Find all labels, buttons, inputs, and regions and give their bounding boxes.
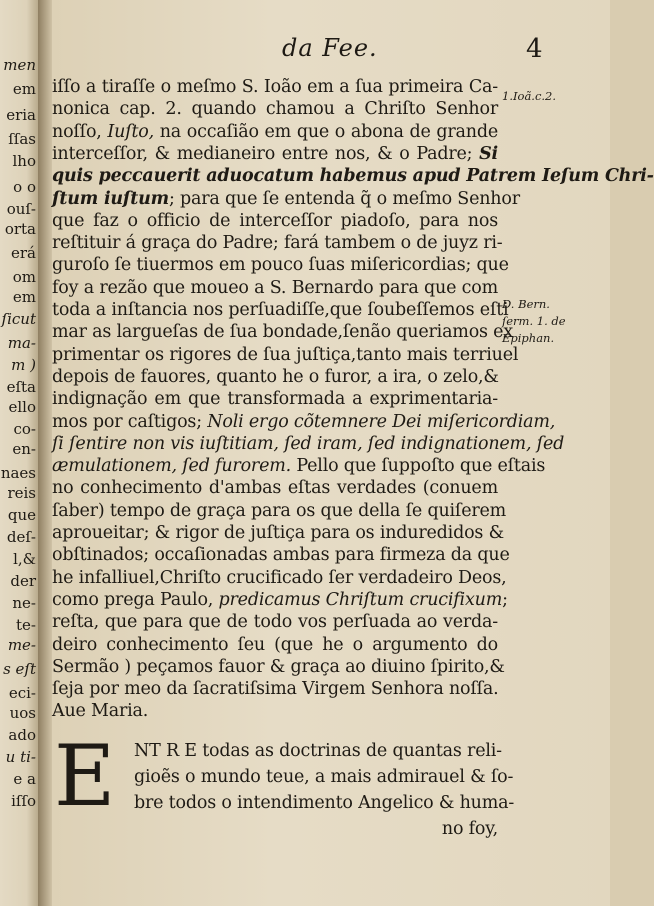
text-segment: depois de fauores, quanto he o furor, a ira, o zelo,& bbox=[52, 366, 499, 387]
text-segment: indignação em que transformada a exprimentaria- bbox=[52, 389, 498, 410]
text-segment: foy a rezão que moueo a S. Bernardo para que com bbox=[52, 277, 498, 298]
text-line bbox=[52, 698, 498, 724]
text-segment: mos por caſtigos; bbox=[52, 411, 208, 432]
latin-quotation: ſtum iuſtum bbox=[52, 188, 169, 209]
facing-page-fragment: om bbox=[12, 268, 36, 286]
latin-quotation: æmulationem, ſed furorem. bbox=[52, 456, 291, 477]
facing-page-fragment: iſſo bbox=[11, 792, 36, 810]
text-segment: mar as largueſas de ſua bondade,ſenão queriamos ex bbox=[52, 322, 514, 343]
facing-page-fragment: uos bbox=[9, 704, 36, 722]
facing-page-fragment: naes bbox=[0, 464, 36, 482]
margin-note-line: 1.Ioã.c.2. bbox=[502, 89, 557, 103]
book-page bbox=[52, 0, 654, 906]
facing-page-fragment: eria bbox=[6, 106, 36, 124]
facing-page-fragment: em bbox=[12, 288, 36, 306]
text-segment: toda a inſtancia nos perſuadiſſe,que ſoubeſſemos eſti bbox=[52, 300, 509, 320]
facing-page-fragment: erá bbox=[11, 244, 36, 262]
margin-note-line: D. Bern. bbox=[502, 297, 550, 311]
text-segment: reſtituir á graça do Padre; fará tambem o de juyz ri- bbox=[52, 233, 503, 254]
text-segment: ; bbox=[502, 589, 508, 610]
facing-page-fragment: orta bbox=[4, 220, 36, 238]
facing-page-fragment: ello bbox=[8, 398, 36, 416]
text-line: bre todos o intendimento Angelico & huma- bbox=[134, 793, 515, 813]
text-segment: obſtinados; occaſionadas ambas para firmeza da que bbox=[52, 545, 510, 566]
latin-quotation: Noli ergo cõtemnere Dei miſericordiam, bbox=[207, 411, 556, 432]
text-segment: Sermão ) peçamos fauor & graça ao diuino ſpirito,& bbox=[52, 656, 505, 677]
facing-page-fragment: co- bbox=[13, 420, 36, 438]
facing-page-fragment: em bbox=[12, 80, 36, 98]
facing-page-fragment: ouſ- bbox=[6, 200, 36, 218]
facing-page-fragment: m ) bbox=[11, 356, 36, 374]
text-segment: ; para que ſe entenda q̃ o meſmo Senhor bbox=[168, 188, 520, 209]
text-segment: iſſo a tiraſſe o meſmo S. Ioão em a ſua primeira Ca- bbox=[52, 77, 498, 97]
text-segment: ſaber) tempo de graça para os que della ſe quiſerem bbox=[52, 500, 507, 521]
facing-page-fragment: ſſas bbox=[8, 130, 36, 148]
facing-page-fragment: ma- bbox=[7, 334, 36, 352]
running-head: da Fee. bbox=[282, 34, 378, 62]
margin-note-line: Epiphan. bbox=[502, 331, 555, 345]
text-segment: Aue Maria. bbox=[52, 701, 149, 722]
text-segment: noſſo, bbox=[52, 121, 108, 142]
margin-note-bernardo bbox=[502, 296, 602, 347]
text-segment: he infalliuel,Chriſto crucificado ſer verdadeiro Deos, bbox=[52, 567, 507, 588]
latin-quotation: Iuſto, bbox=[107, 121, 154, 142]
facing-page-fragment: l,& bbox=[13, 550, 36, 568]
facing-page-fragment: s eſt bbox=[3, 660, 36, 678]
book-gutter bbox=[38, 0, 52, 906]
facing-page-fragment: eſta bbox=[6, 378, 36, 396]
facing-page-fragment: en- bbox=[12, 440, 36, 458]
text-segment: reſta, que para que de todo vos perſuada ao verda- bbox=[52, 612, 498, 633]
latin-quotation: Si bbox=[479, 143, 498, 164]
text-line: gioẽs o mundo teue, a mais admirauel & ſo- bbox=[134, 767, 514, 787]
facing-page-fragment: eci- bbox=[8, 684, 36, 702]
text-segment: nonica cap. 2. quando chamou a Chriſto Senhor bbox=[52, 99, 498, 120]
facing-page-fragment: men bbox=[3, 56, 36, 74]
facing-page-fragment: reis bbox=[7, 484, 36, 502]
margin-note-line: ſerm. 1. de bbox=[502, 314, 566, 328]
margin-note-ioan bbox=[502, 88, 602, 105]
latin-quotation: predicamus Chriſtum crucifixum bbox=[218, 589, 503, 610]
latin-quotation: ſi ſentire non vis iuſtitiam, ſed iram, ſed indignationem, ſed bbox=[52, 433, 565, 454]
facing-page-edge bbox=[0, 0, 40, 906]
text-segment: interceſſor, & medianeiro entre nos, & o Padre; bbox=[52, 143, 480, 164]
text-segment: Pello que ſuppoſto que eſtais bbox=[290, 456, 546, 477]
facing-page-fragment: u ti- bbox=[5, 748, 36, 766]
text-line: NT R E todas as doctrinas de quantas reli- bbox=[134, 741, 502, 761]
drop-cap: E bbox=[54, 727, 116, 825]
facing-page-fragment: que bbox=[7, 506, 36, 524]
text-segment: aproueitar; & rigor de juſtiça para os induredidos & bbox=[52, 523, 504, 543]
facing-page-fragment: ne- bbox=[12, 594, 36, 612]
facing-page-fragment: o o bbox=[13, 178, 36, 196]
facing-page-fragment: te- bbox=[16, 616, 36, 634]
facing-page-fragment: e a bbox=[13, 770, 36, 788]
text-segment: como prega Paulo, bbox=[52, 589, 219, 610]
text-segment: primentar os rigores de ſua juſtiça,tanto mais terriuel bbox=[52, 344, 519, 365]
page-number: 4 bbox=[526, 34, 543, 64]
text-segment: deiro conhecimento ſeu (que he o argumento do bbox=[52, 634, 498, 655]
text-line: no foy, bbox=[441, 819, 498, 839]
text-segment: no conhecimento d'ambas eſtas verdades (conuem bbox=[52, 478, 498, 499]
facing-page-fragment: lho bbox=[12, 152, 36, 170]
text-segment: que faz o officio de interceſſor piadoſo, para nos bbox=[52, 210, 498, 231]
text-segment: na occaſião em que o abona de grande bbox=[154, 121, 498, 142]
facing-page-fragment: der bbox=[10, 572, 36, 590]
facing-page-fragment: deſ- bbox=[6, 528, 36, 546]
facing-page-fragment: ſicut bbox=[1, 310, 36, 328]
text-segment: guroſo ſe tiuermos em pouco ſuas miſericordias; que bbox=[52, 255, 509, 276]
facing-page-fragment: ado bbox=[8, 726, 36, 744]
text-segment: ſeja por meo da ſacratiſsima Virgem Senhora noſſa. bbox=[52, 679, 499, 700]
facing-page-fragment: me- bbox=[7, 636, 36, 654]
latin-quotation: quis peccauerit aduocatum habemus apud Patrem Ieſum Chri- bbox=[52, 166, 654, 187]
